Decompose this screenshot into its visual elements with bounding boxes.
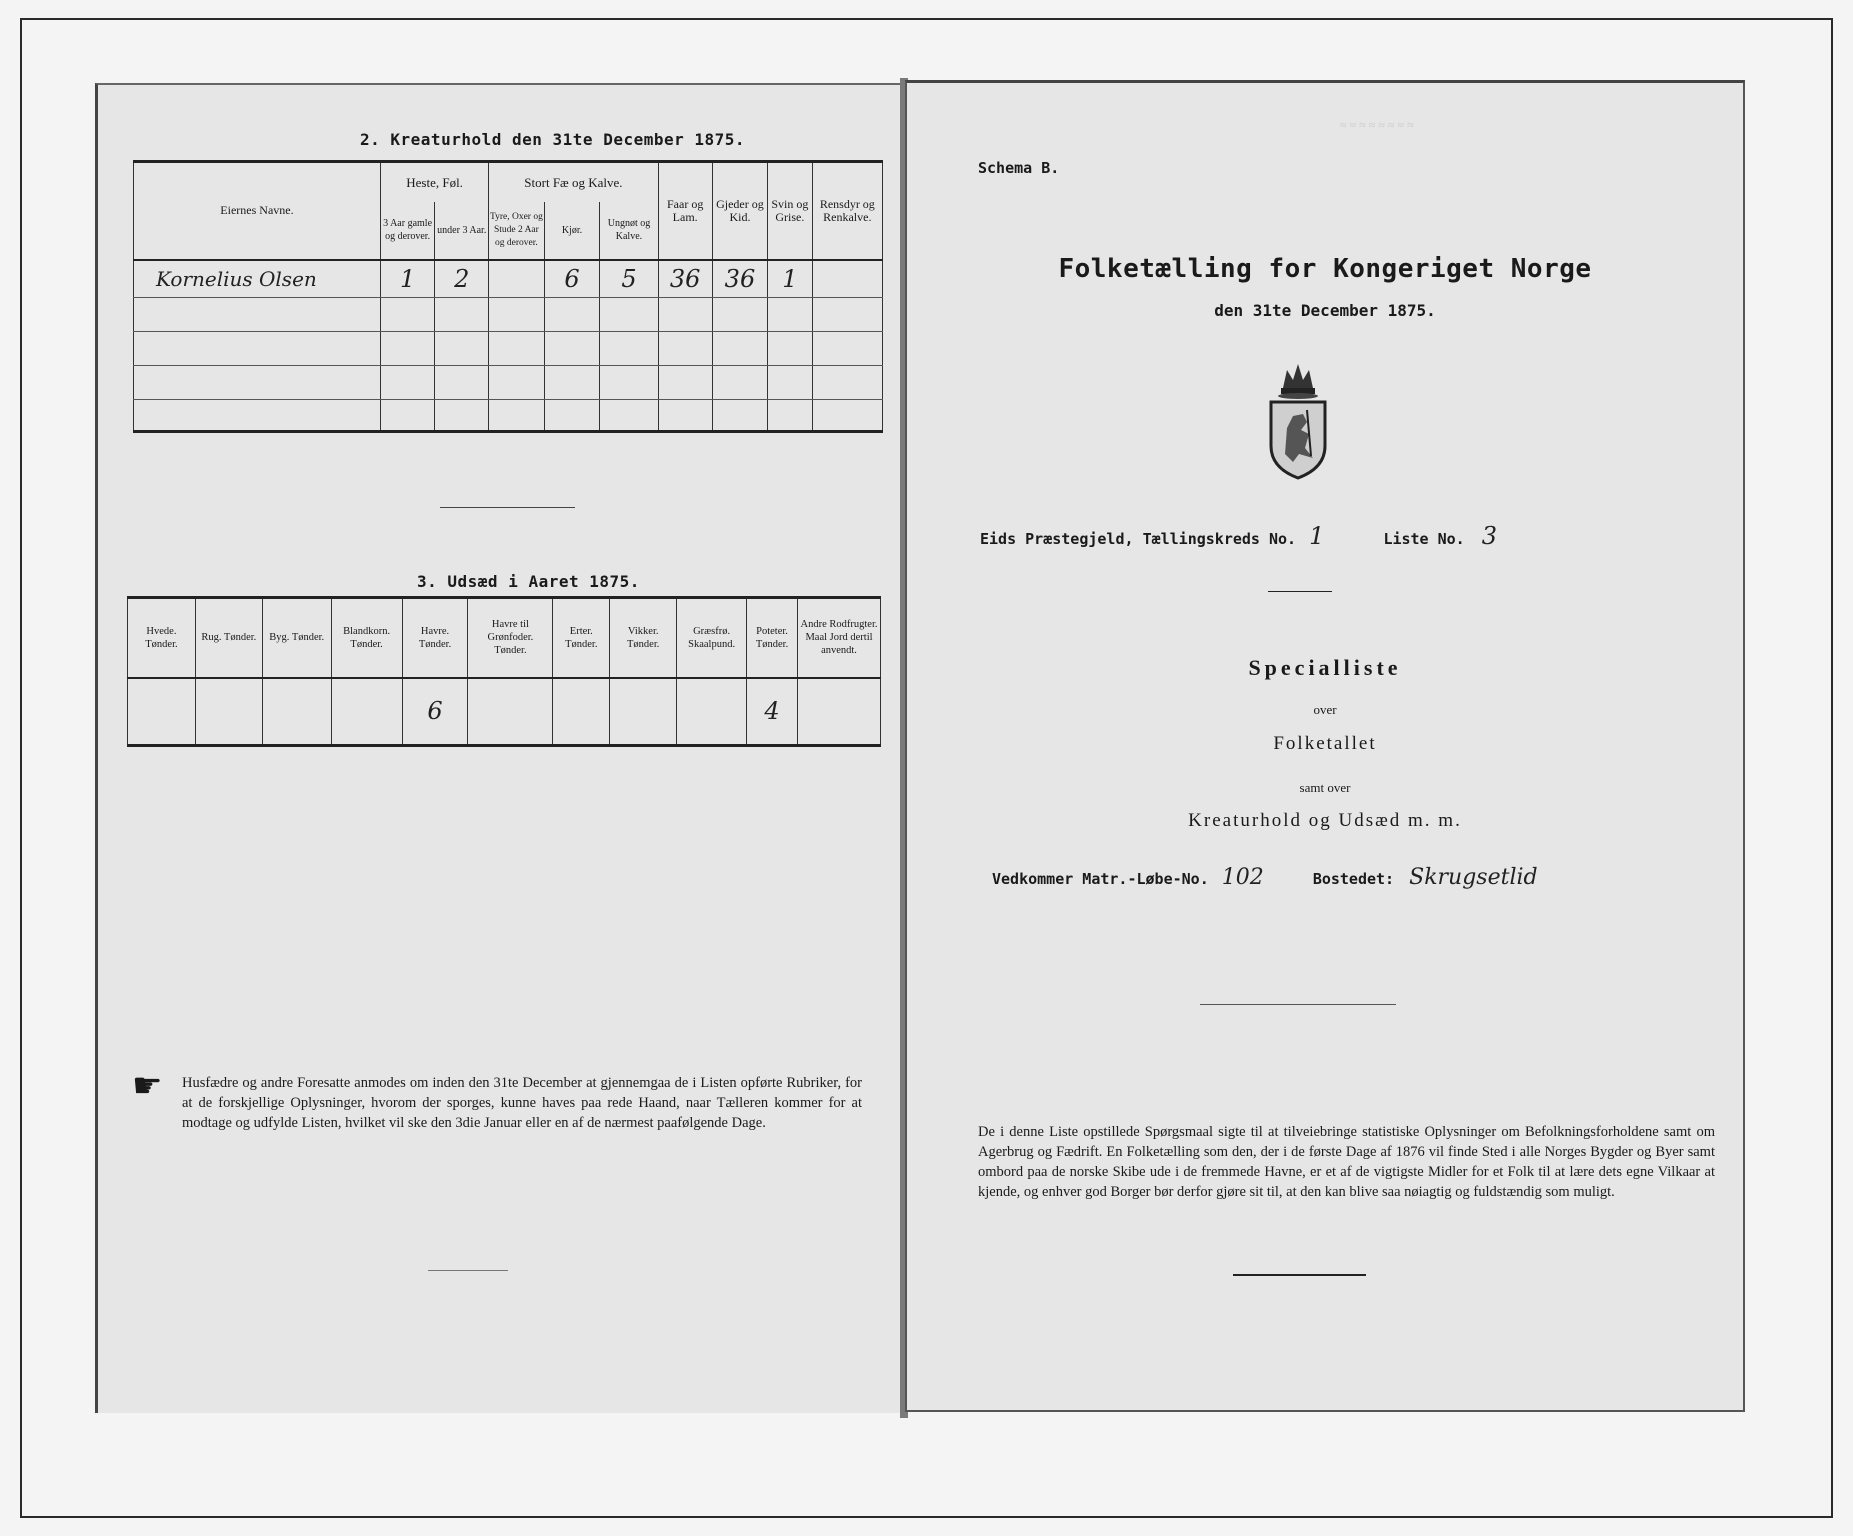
divider bbox=[1200, 1004, 1396, 1005]
matr-value: 102 bbox=[1221, 865, 1264, 890]
header-heste-b: under 3 Aar. bbox=[435, 202, 489, 260]
table-row bbox=[134, 298, 883, 332]
prestegjeld-label: Eids Præstegjeld, bbox=[980, 530, 1134, 548]
bleed-through-text: ≈ ≈ ≈ ≈ ≈ ≈ ≈ ≈ bbox=[1340, 118, 1414, 132]
samt-over-text: samt over bbox=[1299, 780, 1351, 795]
seed-header-3: Blandkorn. Tønder. bbox=[331, 598, 402, 678]
seed-table bbox=[127, 596, 881, 747]
seed-header-2: Byg. Tønder. bbox=[262, 598, 331, 678]
folketallet-text: Folketallet bbox=[1273, 733, 1377, 754]
section2-title: 2. Kreaturhold den 31te December 1875. bbox=[360, 130, 746, 149]
cell-rensdyr bbox=[812, 260, 882, 298]
seed-header-10: Andre Rodfrugter. Maal Jord dertil anvendt. bbox=[798, 598, 881, 678]
seed-header-8: Græsfrø. Skaalpund. bbox=[677, 598, 747, 678]
seed-value-8 bbox=[677, 678, 747, 746]
seed-value-10 bbox=[798, 678, 881, 746]
seed-value-9: 4 bbox=[747, 678, 798, 746]
divider bbox=[1233, 1274, 1366, 1276]
header-stort-fae: Stort Fæ og Kalve. bbox=[489, 162, 658, 202]
table-row bbox=[128, 678, 881, 746]
cell-gjeder: 36 bbox=[712, 260, 767, 298]
cell-ungnot: 5 bbox=[600, 260, 658, 298]
section3-title: 3. Udsæd i Aaret 1875. bbox=[417, 572, 640, 591]
table-row bbox=[134, 366, 883, 400]
header-faar: Faar og Lam. bbox=[658, 162, 712, 260]
header-heste-a: 3 Aar gamle og derover. bbox=[380, 202, 434, 260]
header-gjeder: Gjeder og Kid. bbox=[712, 162, 767, 260]
cell-heste-b: 2 bbox=[435, 260, 489, 298]
cell-stort-a bbox=[489, 260, 544, 298]
seed-header-5: Havre til Grønfoder. Tønder. bbox=[468, 598, 553, 678]
header-kjor: Kjør. bbox=[544, 202, 600, 260]
census-date: den 31te December 1875. bbox=[1214, 301, 1436, 320]
coat-of-arms-icon bbox=[1263, 358, 1333, 483]
liste-value: 3 bbox=[1481, 522, 1498, 550]
over-text: over bbox=[1313, 702, 1337, 717]
seed-header-6: Erter. Tønder. bbox=[553, 598, 610, 678]
schema-label: Schema B. bbox=[978, 159, 1060, 177]
seed-value-6 bbox=[553, 678, 610, 746]
table-row bbox=[134, 332, 883, 366]
kreaturhold-text: Kreaturhold og Udsæd m. m. bbox=[1188, 810, 1462, 831]
spec-title: Specialliste bbox=[1248, 655, 1402, 680]
liste-label: Liste No. bbox=[1383, 530, 1465, 548]
notice-text: Husfædre og andre Foresatte anmodes om inden den 31te December at gjennemgaa de i Listen opførte Rubriker, for at de forskjellige Oplysninger, hvorom der sporges, kunne haves paa rede Haand, naar Tælleren kommer for at modtage og udfylde Listen, hvilket vil ske den 3die Januar eller en af de nærmest paafølgende Dage. bbox=[182, 1075, 862, 1131]
livestock-table bbox=[133, 160, 883, 433]
divider bbox=[1268, 591, 1332, 592]
seed-header-9: Poteter. Tønder. bbox=[747, 598, 798, 678]
main-title: Folketælling for Kongeriget Norge bbox=[1058, 254, 1592, 284]
header-rensdyr: Rensdyr og Renkalve. bbox=[812, 162, 882, 260]
bostedet-label: Bostedet: bbox=[1312, 870, 1395, 888]
seed-header-0: Hvede. Tønder. bbox=[128, 598, 196, 678]
header-ungnot: Ungnøt og Kalve. bbox=[600, 202, 658, 260]
cell-kjor: 6 bbox=[544, 260, 600, 298]
table-row bbox=[134, 260, 883, 298]
divider bbox=[428, 1270, 508, 1271]
header-heste: Heste, Føl. bbox=[380, 162, 488, 202]
seed-header-1: Rug. Tønder. bbox=[195, 598, 262, 678]
seed-value-4: 6 bbox=[402, 678, 468, 746]
header-owner: Eiernes Navne. bbox=[134, 162, 381, 260]
cell-svin: 1 bbox=[768, 260, 813, 298]
cell-faar: 36 bbox=[658, 260, 712, 298]
divider bbox=[440, 507, 575, 508]
explanation-paragraph: De i denne Liste opstillede Spørgsmaal sigte til at tilveiebringe statistiske Oplysninger om Befolkningsforholdene samt om Agerbrug og Fædrift. En Folketælling som den, der i de første Dage af 1876 vil finde Sted i alle Norges Bygder og Byer samt ombord paa de norske Skibe ude i de fremmede Havne, er et af de vigtigste Midler for et Folk til at lære dets egne Vilkaar at kjende, og enhver god Borger bør derfor gjøre sit til, at den kan blive saa nøiagtig og fuldstændig som muligt. bbox=[978, 1124, 1715, 1200]
kreds-label: Tællingskreds No. bbox=[1142, 530, 1297, 548]
seed-value-7 bbox=[610, 678, 677, 746]
seed-value-1 bbox=[195, 678, 262, 746]
seed-header-4: Havre. Tønder. bbox=[402, 598, 468, 678]
matr-label: Vedkommer Matr.-Løbe-No. bbox=[992, 870, 1209, 888]
kreds-value: 1 bbox=[1309, 522, 1325, 550]
header-stort-a: Tyre, Oxer og Stude 2 Aar og derover. bbox=[489, 202, 544, 260]
header-svin: Svin og Grise. bbox=[768, 162, 813, 260]
seed-value-3 bbox=[331, 678, 402, 746]
seed-header-row bbox=[128, 598, 881, 678]
matrikkel-line bbox=[992, 865, 1538, 890]
owner-name: Kornelius Olsen bbox=[134, 260, 381, 298]
pointing-hand-icon: ☛ bbox=[132, 1068, 163, 1105]
seed-value-5 bbox=[468, 678, 553, 746]
seed-header-7: Vikker. Tønder. bbox=[610, 598, 677, 678]
seed-value-2 bbox=[262, 678, 331, 746]
table-row bbox=[134, 400, 883, 432]
seed-value-0 bbox=[128, 678, 196, 746]
district-line bbox=[980, 522, 1497, 550]
bostedet-value: Skrugsetlid bbox=[1409, 865, 1538, 890]
cell-heste-a: 1 bbox=[380, 260, 434, 298]
